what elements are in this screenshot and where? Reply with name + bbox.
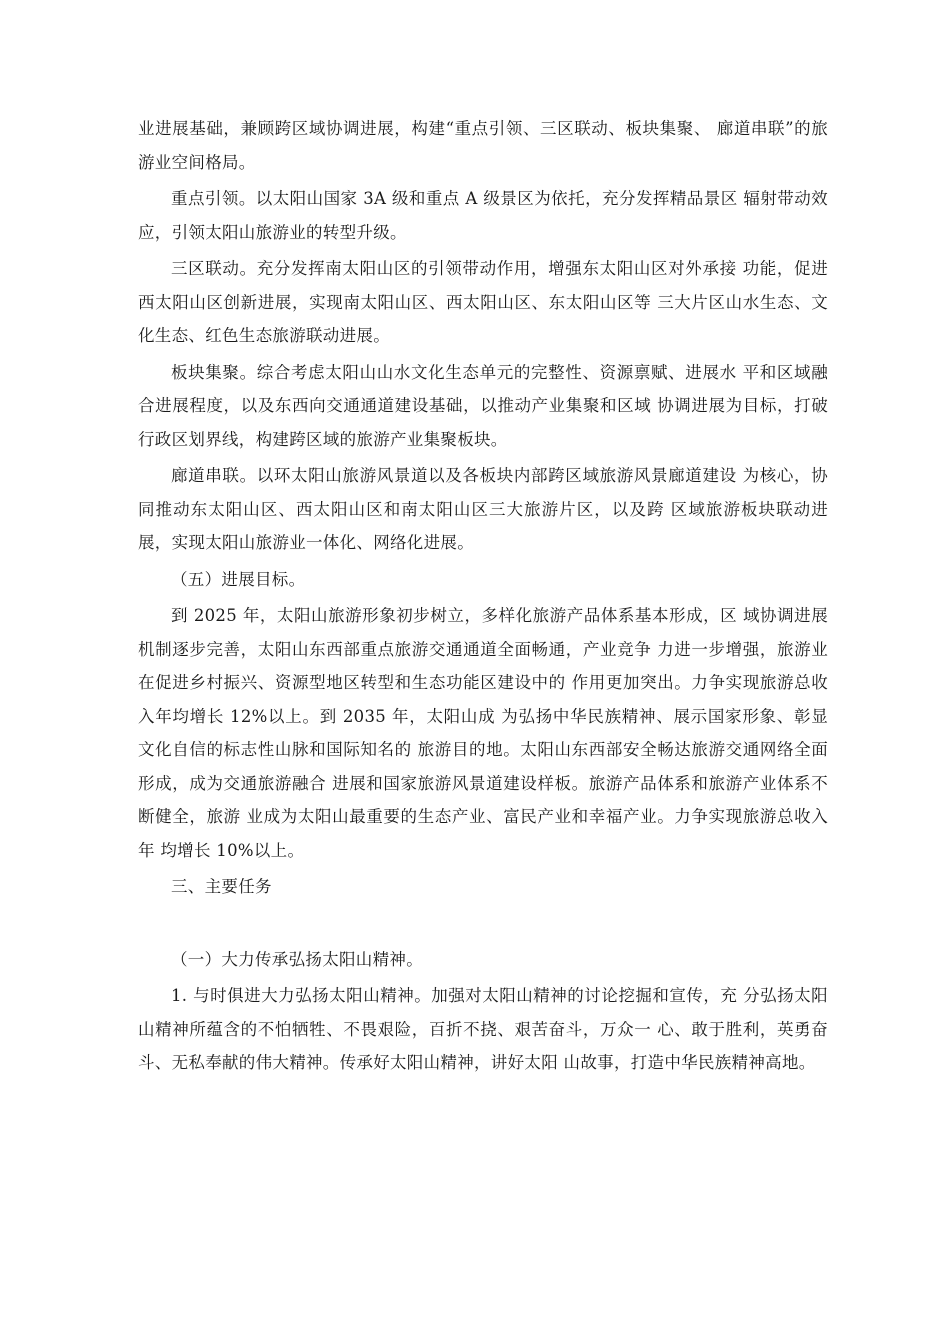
section-heading-main-tasks: 三、主要任务 xyxy=(171,877,272,896)
paragraph-three-zone-linkage: 三区联动。充分发挥南太阳山区的引领带动作用，增强东太阳山区对外承接 功能，促进西太阳山区创新进展，实现南太阳山区、西太阳山区、东太阳山区等 三大片区山水生态、文化生态、红色生态旅游联动进展。 xyxy=(138,259,828,345)
paragraph-key-lead: 重点引领。以太阳山国家 3A 级和重点 A 级景区为依托，充分发挥精品景区 辐射带动效应，引领太阳山旅游业的转型升级。 xyxy=(138,189,828,242)
section-spacer xyxy=(138,907,828,943)
paragraph-spirit: 1. 与时俱进大力弘扬太阳山精神。加强对太阳山精神的讨论挖掘和宣传，充 分弘扬太阳山精神所蕴含的不怕牺牲、不畏艰险，百折不挠、艰苦奋斗，万众一 心、敢于胜利，英勇奋斗、无私奉献的伟大精神。传承好太阳山精神，讲好太阳 山故事，打造中华民族精神高地。 xyxy=(138,986,828,1072)
subsection-heading-spirit: （一）大力传承弘扬太阳山精神。 xyxy=(171,949,423,969)
document-body xyxy=(138,112,828,1083)
paragraph-corridor: 廊道串联。以环太阳山旅游风景道以及各板块内部跨区域旅游风景廊道建设 为核心，协同推动东太阳山区、西太阳山区和南太阳山区三大旅游片区，以及跨 区域旅游板块联动进展，实现太阳山旅游业一体化、网络化进展。 xyxy=(138,466,828,552)
paragraph-spatial-layout: 业进展基础，兼顾跨区域协调进展，构建“重点引领、三区联动、板块集聚、 廊道串联”的旅游业空间格局。 xyxy=(138,119,828,172)
paragraph-cluster: 板块集聚。综合考虑太阳山山水文化生态单元的完整性、资源禀赋、进展水 平和区域融合进展程度，以及东西向交通通道建设基础，以推动产业集聚和区域 协调进展为目标，打破行政区划界线，构建跨区域的旅游产业集聚板块。 xyxy=(138,362,828,449)
section-heading-goals: （五）进展目标。 xyxy=(171,569,306,589)
paragraph-goals: 到 2025 年，太阳山旅游形象初步树立，多样化旅游产品体系基本形成，区 域协调进展机制逐步完善，太阳山东西部重点旅游交通通道全面畅通，产业竞争 力进一步增强，旅游业在促进乡村振兴、资源型地区转型和生态功能区建设中的 作用更加突出。力争实现旅游总收入年均增长 12%以上。到 2035 年，太阳山成 为弘扬中华民族精神、展示国家形象、彰显文化自信的标志性山脉和国际知名的 旅游目的地。太阳山东西部安全畅达旅游交通网络全面形成，成为交通旅游融合 进展和国家旅游风景道建设样板。旅游产品体系和旅游产业体系不断健全，旅游 业成为太阳山最重要的生态产业、富民产业和幸福产业。力争实现旅游总收入年 均增长 10%以上。 xyxy=(138,606,828,860)
